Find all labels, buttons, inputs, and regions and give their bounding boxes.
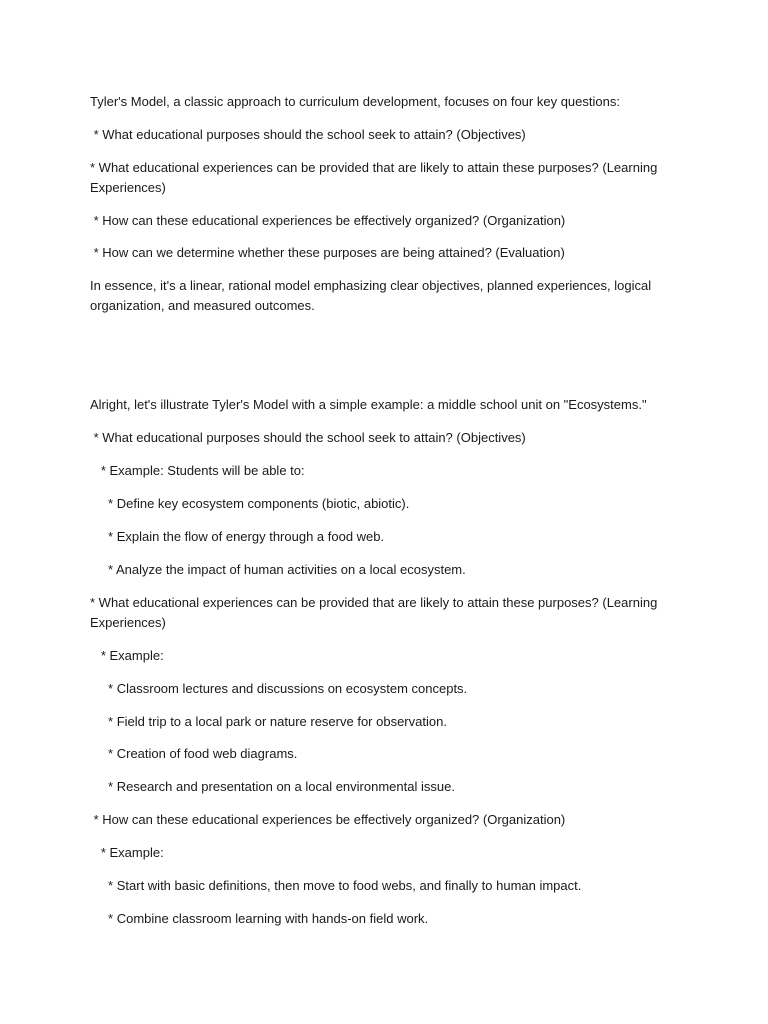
list-item: * Research and presentation on a local environmental issue. bbox=[90, 779, 455, 794]
list-item: * Field trip to a local park or nature reserve for observation. bbox=[90, 714, 447, 729]
example-objectives-heading: * What educational purposes should the school seek to attain? (Objectives) bbox=[90, 430, 526, 445]
example-learning-experiences-label: * Example: bbox=[90, 648, 164, 663]
summary-paragraph: In essence, it's a linear, rational model emphasizing clear objectives, planned experiences, logical organization, and measured outcomes. bbox=[90, 278, 652, 313]
list-item: * Start with basic definitions, then move to food webs, and finally to human impact. bbox=[90, 878, 582, 893]
intro-paragraph: Tyler's Model, a classic approach to curriculum development, focuses on four key questions: bbox=[90, 94, 620, 109]
example-objectives-label: * Example: Students will be able to: bbox=[90, 463, 305, 478]
question-learning-experiences: * What educational experiences can be provided that are likely to attain these purposes? (Learning Experiences) bbox=[90, 160, 658, 195]
question-objectives: * What educational purposes should the school seek to attain? (Objectives) bbox=[90, 127, 526, 142]
question-evaluation: * How can we determine whether these purposes are being attained? (Evaluation) bbox=[90, 245, 565, 260]
list-item: * Combine classroom learning with hands-on field work. bbox=[90, 911, 429, 926]
example-learning-experiences-heading: * What educational experiences can be provided that are likely to attain these purposes? (Learning Experiences) bbox=[90, 595, 658, 630]
list-item: * Classroom lectures and discussions on ecosystem concepts. bbox=[90, 681, 468, 696]
example-organization-label: * Example: bbox=[90, 845, 164, 860]
question-organization: * How can these educational experiences be effectively organized? (Organization) bbox=[90, 213, 566, 228]
list-item: * Creation of food web diagrams. bbox=[90, 746, 298, 761]
example-intro-paragraph: Alright, let's illustrate Tyler's Model with a simple example: a middle school unit on "Ecosystems." bbox=[90, 397, 647, 412]
list-item: * Explain the flow of energy through a food web. bbox=[90, 529, 385, 544]
list-item: * Analyze the impact of human activities on a local ecosystem. bbox=[90, 562, 466, 577]
list-item: * Define key ecosystem components (biotic, abiotic). bbox=[90, 496, 410, 511]
example-organization-heading: * How can these educational experiences be effectively organized? (Organization) bbox=[90, 812, 566, 827]
